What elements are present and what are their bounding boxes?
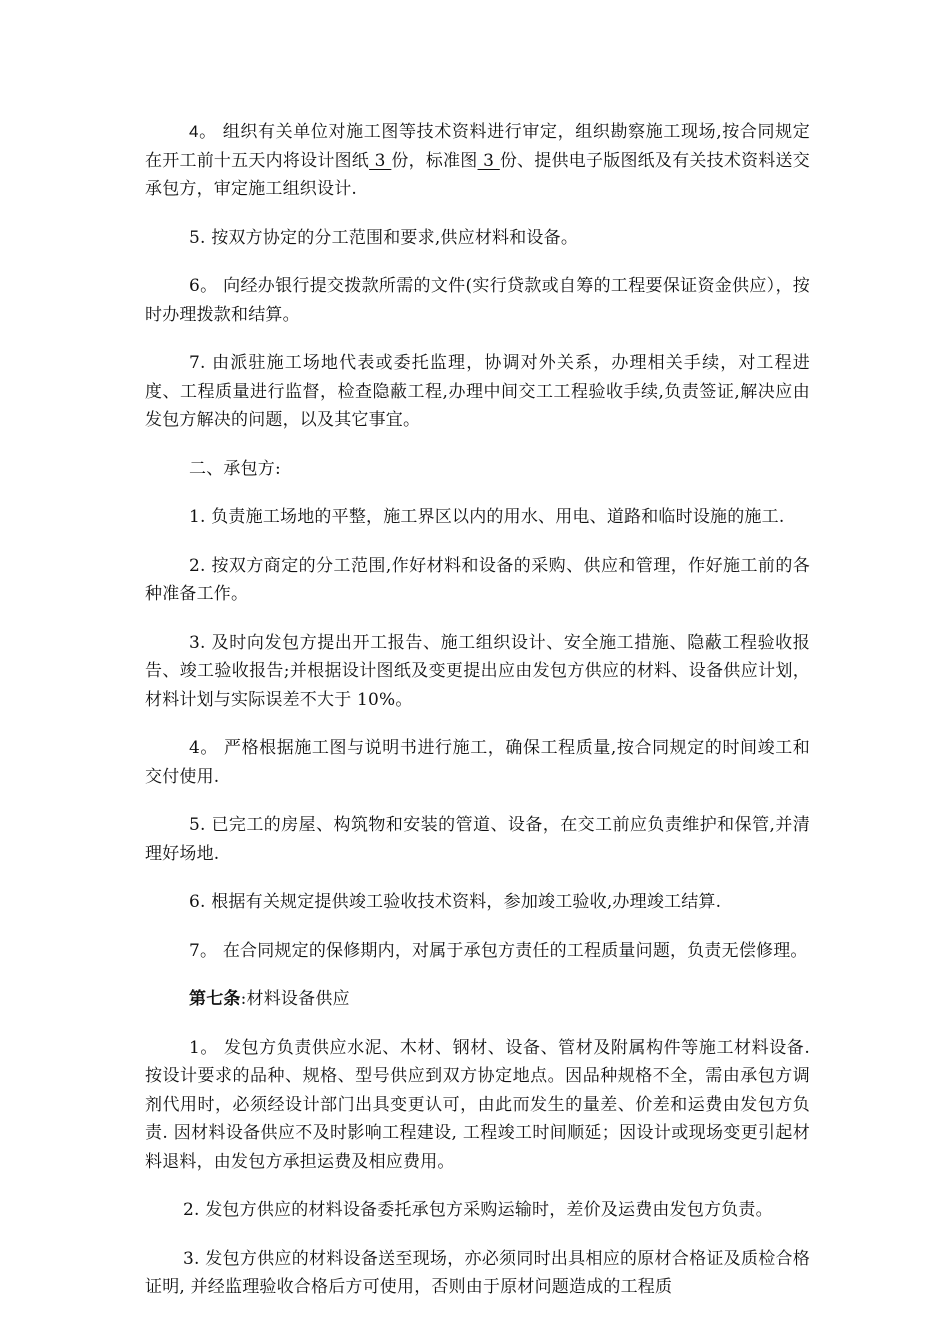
- drawing-copies-count: 3: [369, 150, 392, 171]
- paragraph-bank-documents: 6。 向经办银行提交拨款所需的文件(实行贷款或自筹的工程要保证资金供应），按时办理拨款和结算。: [145, 276, 810, 325]
- paragraph-site-leveling: 1. 负责施工场地的平整，施工界区以内的用水、用电、道路和临时设施的施工.: [189, 507, 785, 527]
- paragraph-warranty-repair: 7。 在合同规定的保修期内，对属于承包方责任的工程质量问题，负责无偿修理。: [189, 940, 808, 961]
- paragraph-text: 组织有关单位对施工图等技术资料进行审定，组织勘察施工现场,按合同规定在开工前十五天内将设计图纸: [145, 122, 811, 171]
- standard-drawing-copies-count: 3: [477, 150, 500, 171]
- paragraph-procurement-commission: 2. 发包方供应的材料设备委托承包方采购运输时，差价及运费由发包方负责。: [183, 1200, 773, 1220]
- paragraph-site-representative: 7. 由派驻施工场地代表或委托监理，协调对外关系，办理相关手续，对工程进度、工程质量进行监督，检查隐蔽工程,办理中间交工工程验收手续,负责签证,解决应由发包方解决的问题，以及其它事宜。: [145, 353, 810, 430]
- paragraph-construction-quality: 4。 严格根据施工图与说明书进行施工，确保工程质量,按合同规定的时间竣工和交付使用.: [145, 738, 810, 787]
- document-page: [145, 118, 810, 1322]
- paragraph-text: 份，标准图: [391, 150, 478, 171]
- paragraph-maintenance: 5. 已完工的房屋、构筑物和安装的管道、设备，在交工前应负责维护和保管,并清理好场地.: [145, 815, 810, 864]
- section-heading-contractor: 二、承包方:: [189, 458, 281, 479]
- paragraph-procurement: 2. 按双方商定的分工范围,作好材料和设备的采购、供应和管理，作好施工前的各种准备工作。: [145, 555, 810, 604]
- paragraph-material-supply: 1。 发包方负责供应水泥、木材、钢材、设备、管材及附属构件等施工材料设备. 按设计要求的品种、规格、型号供应到双方协定地点。因品种规格不全，需由承包方调剂代用时，必须经设计部门出具变更认可，由此而发生的量差、价差和运费由发包方负责. 因材料设备供应不及时影响工程建设, 工程竣工时间顺延；因设计或现场变更引起材料退料，由发包方承担运费及相应费用。: [145, 1037, 810, 1172]
- article-heading-materials: [145, 985, 810, 1014]
- article-number: 第七条: [189, 989, 241, 1009]
- paragraph-completion-documents: 6. 根据有关规定提供竣工验收技术资料，参加竣工验收,办理竣工结算.: [189, 892, 722, 912]
- paragraph-quality-certificates: 3. 发包方供应的材料设备送至现场，亦必须同时出具相应的原材合格证及质检合格证明, 并经监理验收合格后方可使用，否则由于原材问题造成的工程质: [145, 1248, 810, 1297]
- paragraph-reports: 3. 及时向发包方提出开工报告、施工组织设计、安全施工措施、隐蔽工程验收报告、竣工验收报告;并根据设计图纸及变更提出应由发包方供应的材料、设备供应计划，材料计划与实际误差不大于 10%。: [145, 632, 810, 710]
- paragraph-supply-materials: 5. 按双方协定的分工范围和要求,供应材料和设备。: [189, 227, 579, 248]
- item-number: 4。: [189, 122, 217, 141]
- paragraph-text: 份、提供电子版图纸及有关技术资料送交承包方，审定施工组织设计.: [145, 150, 810, 199]
- paragraph-design-drawings: [145, 118, 810, 204]
- article-title: :材料设备供应: [240, 989, 350, 1009]
